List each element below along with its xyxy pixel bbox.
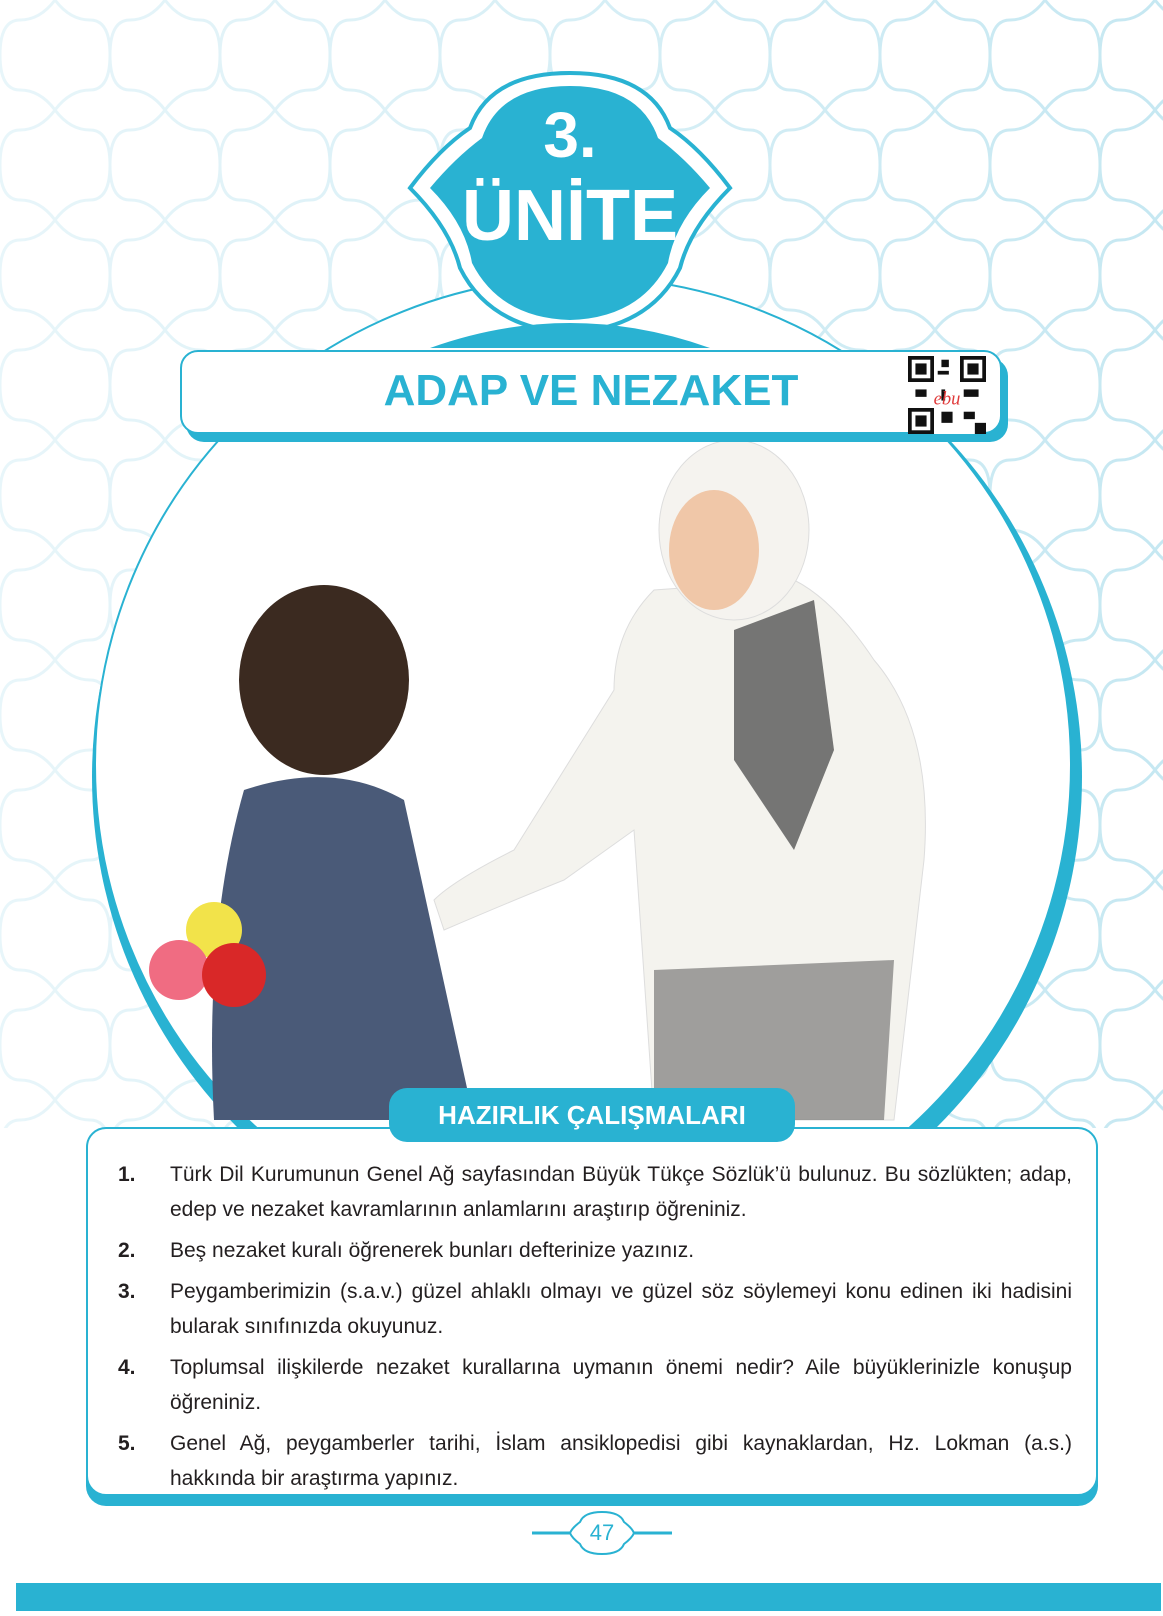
preparation-box — [86, 1127, 1098, 1496]
qr-code-icon[interactable] — [908, 356, 986, 434]
item-number: 4. — [118, 1356, 136, 1379]
item-number: 5. — [118, 1432, 136, 1455]
item-number: 1. — [118, 1163, 136, 1186]
unit-label: ÜNİTE — [462, 176, 678, 256]
list-item — [118, 1157, 1072, 1227]
unit-title-bar — [180, 350, 1002, 434]
item-number: 2. — [118, 1239, 136, 1262]
list-item — [118, 1274, 1072, 1344]
list-item — [118, 1233, 1072, 1268]
page-number-ornament — [532, 1510, 672, 1556]
item-number: 3. — [118, 1280, 136, 1303]
list-item — [118, 1350, 1072, 1420]
footer-bar — [16, 1583, 1161, 1611]
item-text: Toplumsal ilişkilerde nezaket kurallarına uymanın önemi nedir? Aile büyüklerinizle konuşup öğreniniz. — [170, 1356, 1072, 1414]
page-number: 47 — [589, 1520, 615, 1545]
list-item — [118, 1426, 1072, 1496]
unit-number: 3. — [543, 99, 597, 171]
item-text: Genel Ağ, peygamberler tarihi, İslam ansiklopedisi gibi kaynaklardan, Hz. Lokman (a.s.) hakkında bir araştırma yapınız. — [170, 1432, 1072, 1490]
unit-title: ADAP VE NEZAKET — [383, 366, 799, 415]
svg-text:ebu: ebu — [933, 388, 961, 410]
section-label: HAZIRLIK ÇALIŞMALARI — [389, 1088, 795, 1142]
item-text: Beş nezaket kuralı öğrenerek bunları defterinize yazınız. — [170, 1239, 695, 1262]
photo-woman-and-boy — [94, 430, 1072, 1130]
item-text: Türk Dil Kurumunun Genel Ağ sayfasından Büyük Tükçe Sözlük’ü bulunuz. Bu sözlükten; adap, edep ve nezaket kavramlarının anlamlarını araştırıp öğreniniz. — [170, 1163, 1072, 1221]
item-text: Peygamberimizin (s.a.v.) güzel ahlaklı olmayı ve güzel söz söylemeyi konu edinen iki hadisini bularak sınıfınızda okuyunuz. — [170, 1280, 1072, 1338]
